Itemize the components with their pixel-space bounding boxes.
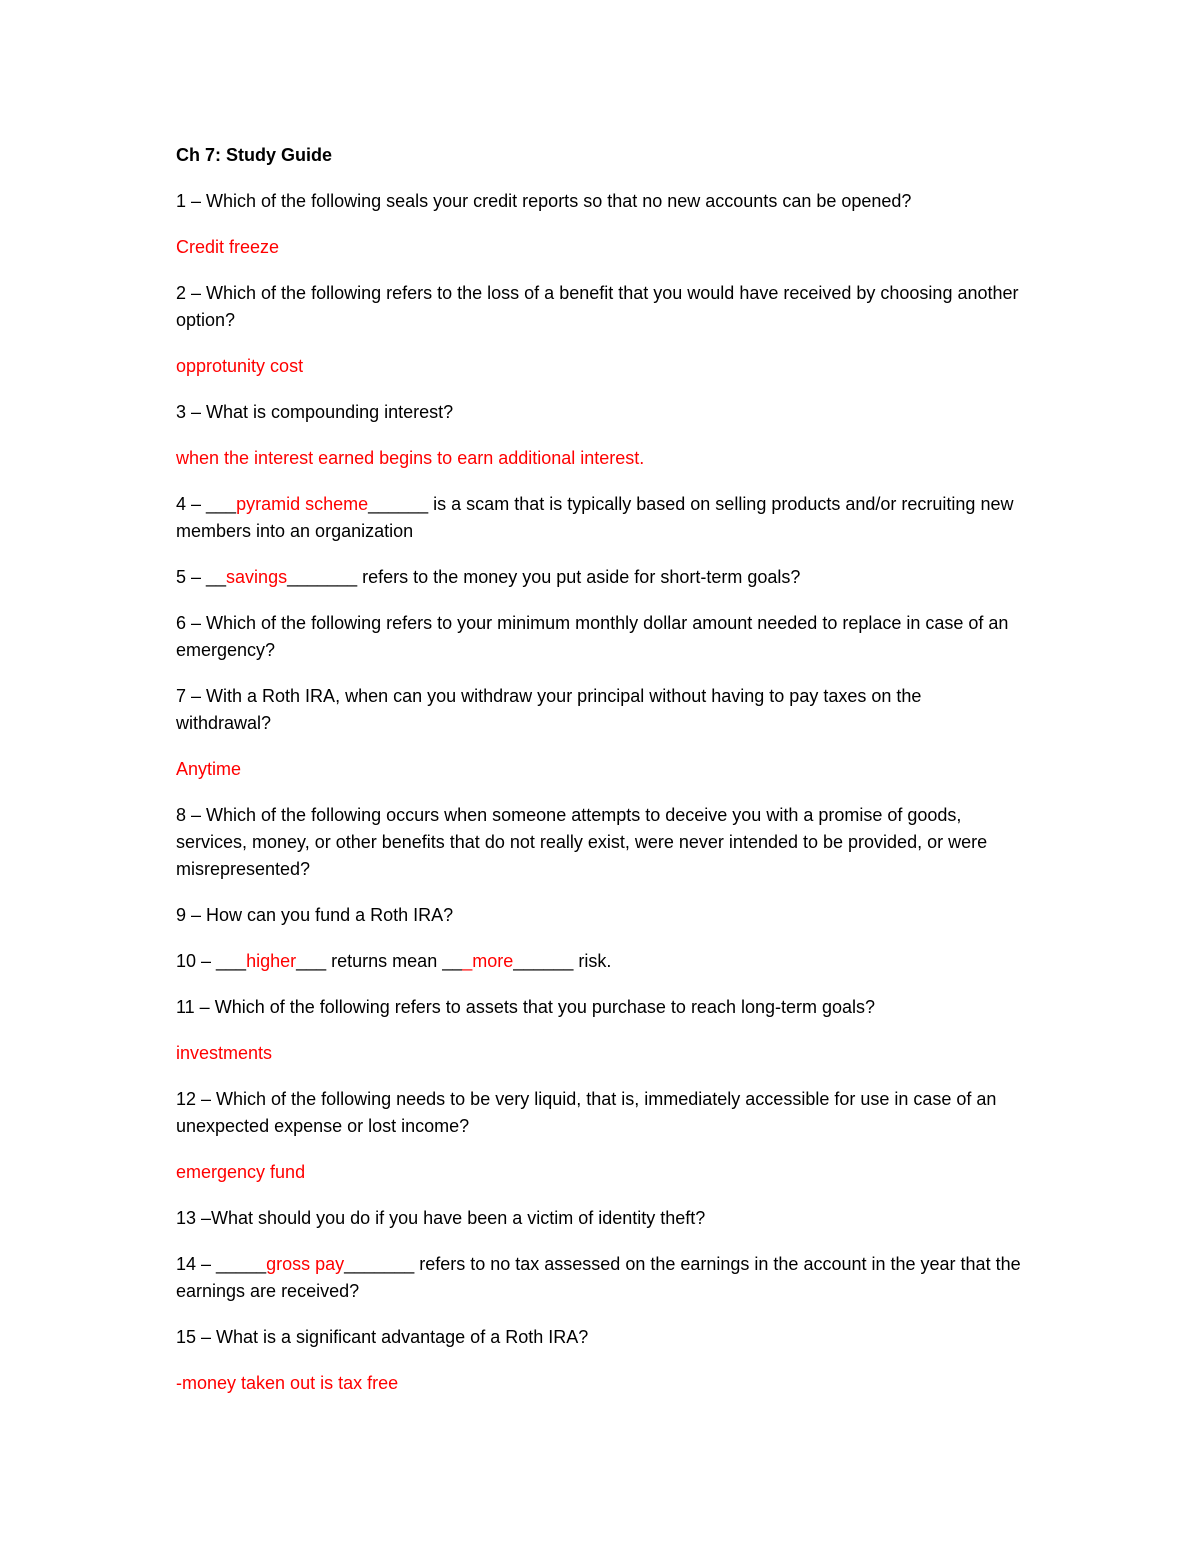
question-10-prefix: 10 – ___ — [176, 951, 247, 971]
question-5 — [176, 564, 1021, 591]
question-10-middle: ___ returns mean __ — [296, 951, 463, 971]
question-4 — [176, 491, 1021, 545]
question-14 — [176, 1251, 1021, 1305]
question-15: 15 – What is a significant advantage of a Roth IRA? — [176, 1327, 589, 1347]
answer-14: gross pay — [266, 1254, 345, 1274]
question-4-suffix: ______ is a scam that is typically based on selling products and/or recruiting new members into an organization — [176, 494, 1014, 541]
answer-10-first: higher — [246, 951, 297, 971]
question-12: 12 – Which of the following needs to be very liquid, that is, immediately accessible for use in case of an unexpected expense or lost income? — [176, 1089, 997, 1136]
question-2: 2 – Which of the following refers to the loss of a benefit that you would have received by choosing another option? — [176, 283, 1019, 330]
question-9: 9 – How can you fund a Roth IRA? — [176, 905, 454, 925]
answer-3: when the interest earned begins to earn additional interest. — [176, 448, 645, 468]
question-7: 7 – With a Roth IRA, when can you withdraw your principal without having to pay taxes on the withdrawal? — [176, 686, 922, 733]
question-11: 11 – Which of the following refers to assets that you purchase to reach long-term goals? — [176, 997, 876, 1017]
answer-15: -money taken out is tax free — [176, 1373, 399, 1393]
question-6: 6 – Which of the following refers to your minimum monthly dollar amount needed to replace in case of an emergency? — [176, 613, 1009, 660]
answer-12: emergency fund — [176, 1162, 306, 1182]
question-10 — [176, 948, 1021, 975]
question-13: 13 –What should you do if you have been a victim of identity theft? — [176, 1208, 706, 1228]
question-5-prefix: 5 – __ — [176, 567, 227, 587]
answer-4: pyramid scheme — [236, 494, 369, 514]
answer-2: opprotunity cost — [176, 356, 304, 376]
answer-5: savings — [226, 567, 288, 587]
question-14-prefix: 14 – _____ — [176, 1254, 267, 1274]
question-1: 1 – Which of the following seals your credit reports so that no new accounts can be opened? — [176, 191, 912, 211]
question-4-prefix: 4 – ___ — [176, 494, 237, 514]
study-guide-body — [176, 142, 1021, 1416]
answer-7: Anytime — [176, 759, 242, 779]
question-3: 3 – What is compounding interest? — [176, 402, 454, 422]
answer-10-second: _more — [462, 951, 514, 971]
question-10-suffix: ______ risk. — [513, 951, 612, 971]
question-5-suffix: _______ refers to the money you put aside for short-term goals? — [287, 567, 801, 587]
question-8: 8 – Which of the following occurs when someone attempts to deceive you with a promise of goods, services, money, or other benefits that do not really exist, were never intended to be provided, or were misrepresented? — [176, 805, 988, 879]
answer-1: Credit freeze — [176, 237, 280, 257]
question-14-suffix: _______ refers to no tax assessed on the earnings in the account in the year that the earnings are received? — [176, 1254, 1021, 1301]
answer-11: investments — [176, 1043, 273, 1063]
page-title: Ch 7: Study Guide — [176, 145, 333, 165]
